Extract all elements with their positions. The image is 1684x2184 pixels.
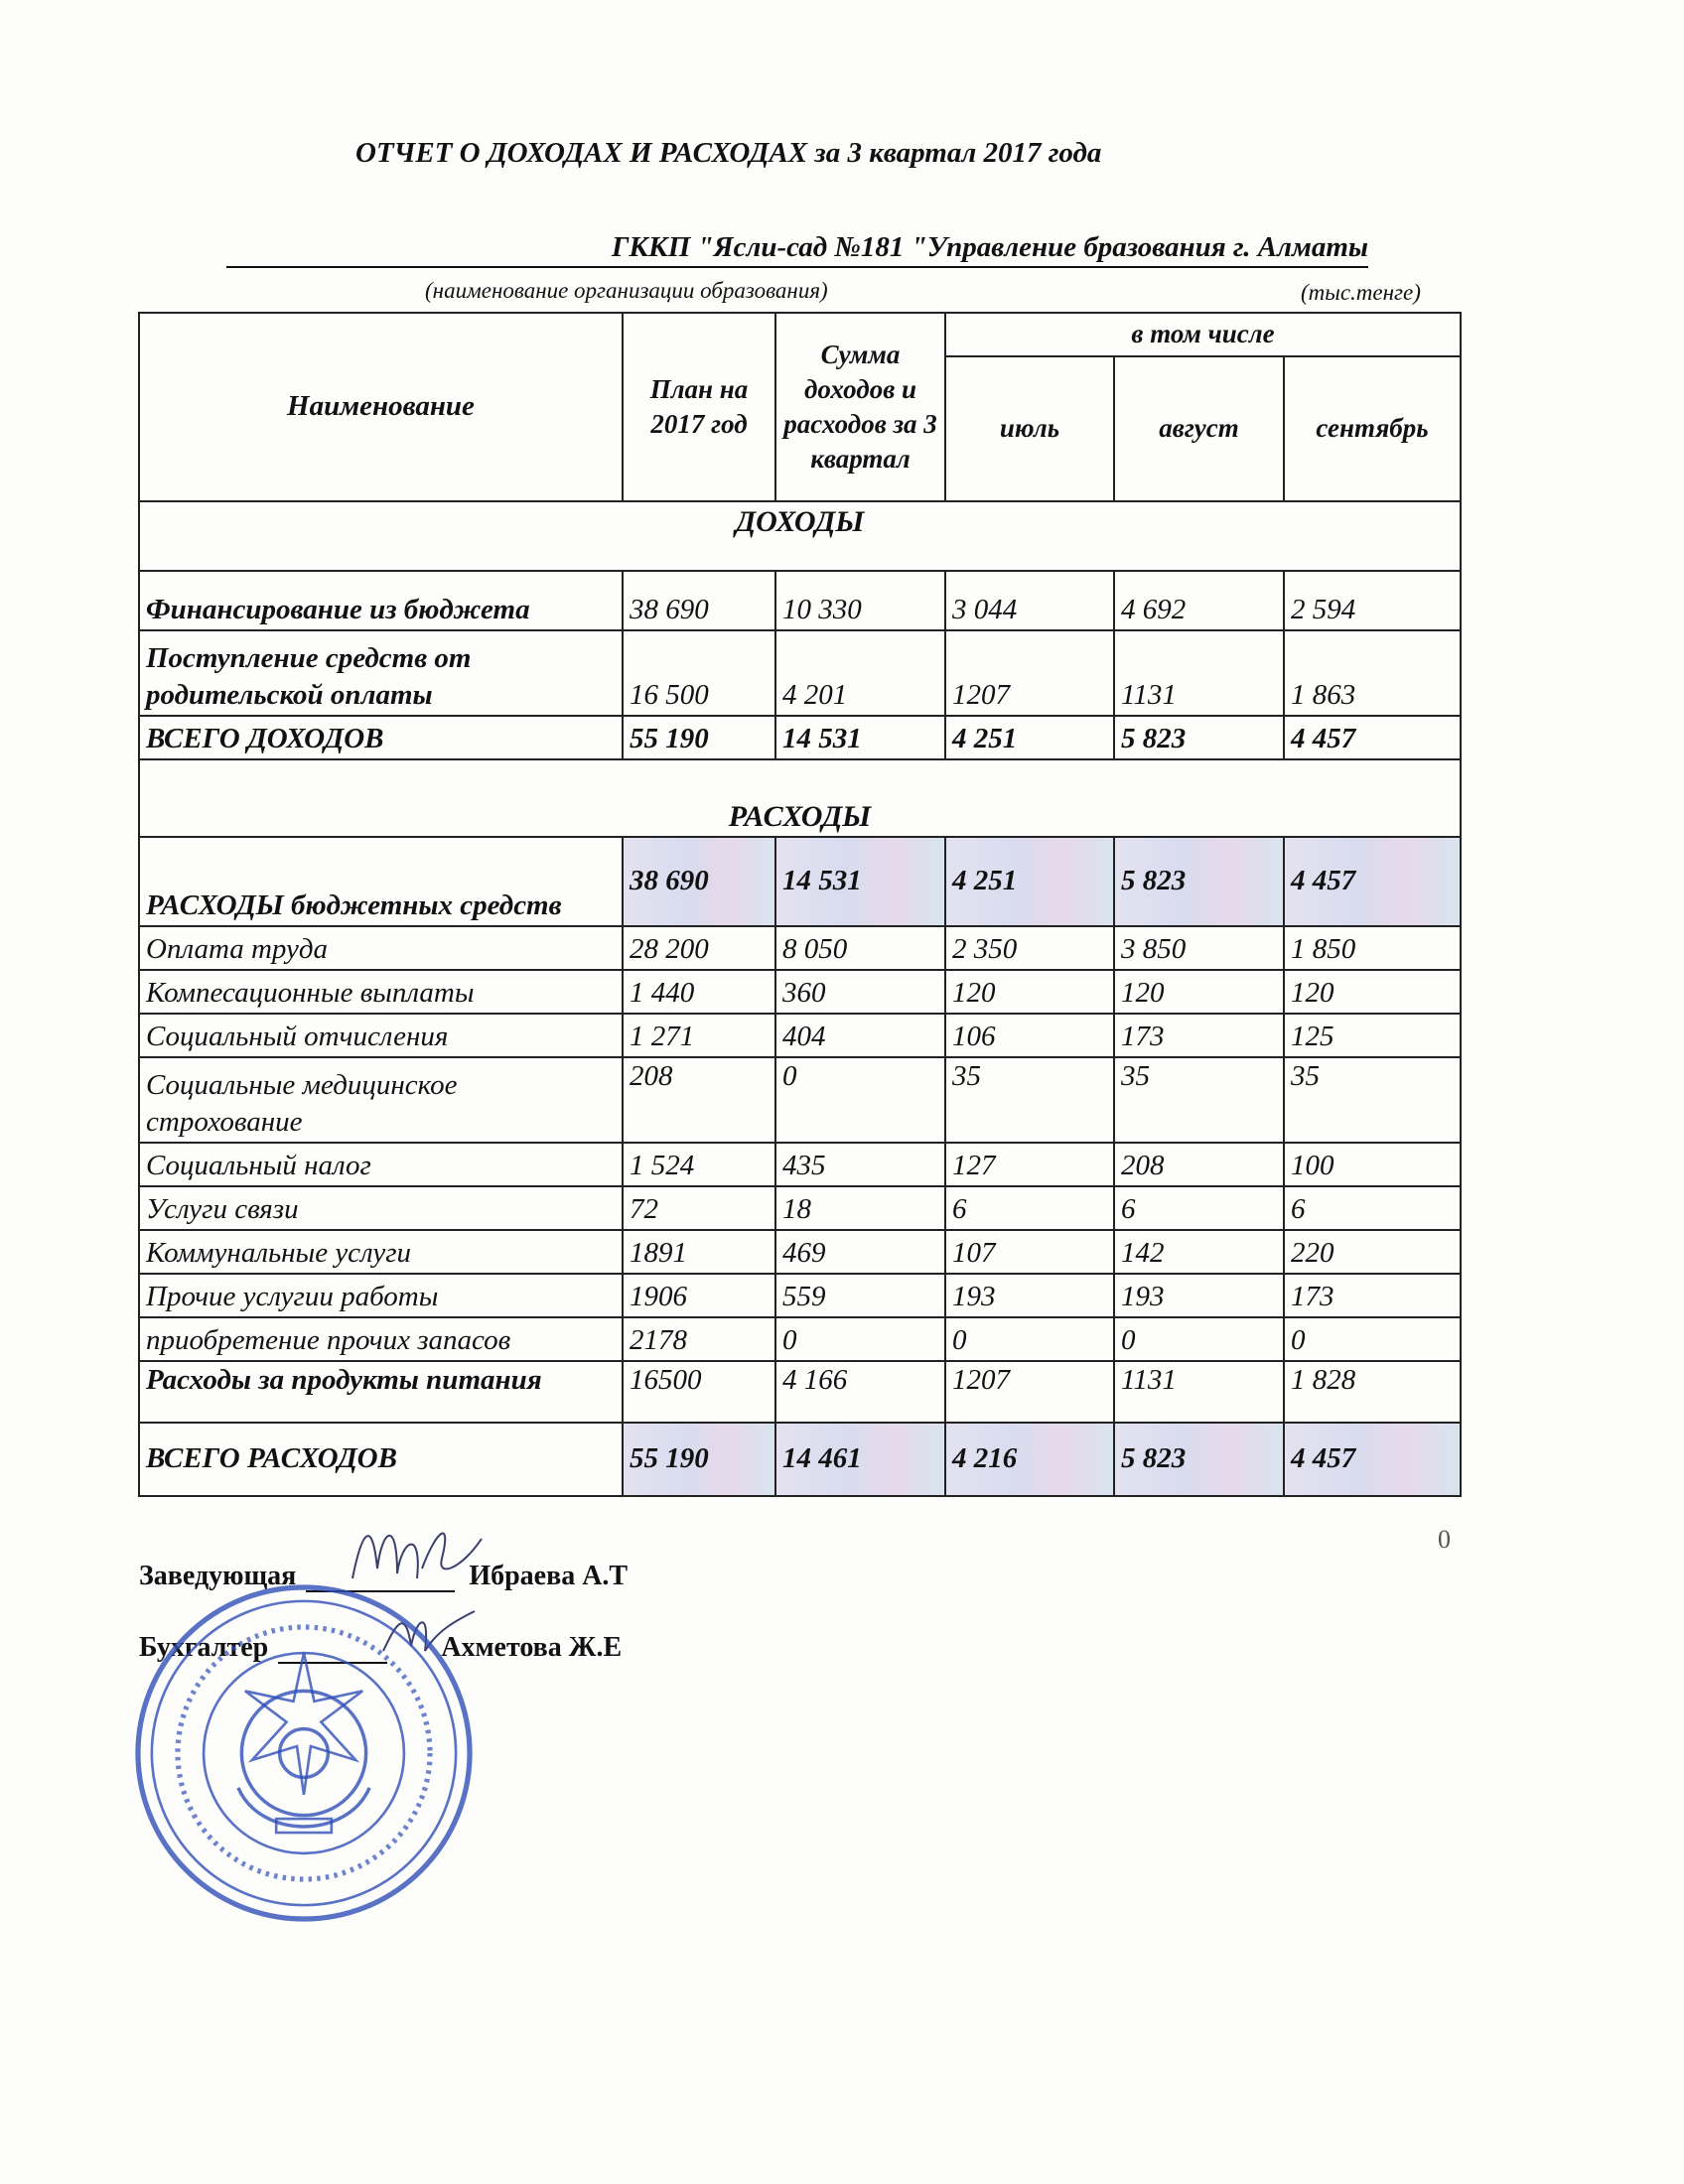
budget-expense-september: 4 457 — [1284, 837, 1461, 926]
expense-row-september: 173 — [1284, 1274, 1461, 1317]
food-expense-row — [139, 1361, 1461, 1423]
expense-row — [139, 1274, 1461, 1317]
income-section-row — [139, 501, 1461, 571]
food-expense-july: 1207 — [945, 1361, 1114, 1423]
margin-mark: 0 — [1438, 1525, 1451, 1554]
expense-row-plan: 1906 — [623, 1274, 775, 1317]
income-total-row — [139, 716, 1461, 759]
expense-row-name: Прочие услугии работы — [139, 1274, 623, 1317]
food-expense-september: 1 828 — [1284, 1361, 1461, 1423]
income-row-sum: 4 201 — [775, 630, 945, 716]
organization-name: ГККП "Ясли-сад №181 "Управление бразования г. Алматы — [611, 231, 1368, 263]
income-row-plan: 16 500 — [623, 630, 775, 716]
budget-expense-name: РАСХОДЫ бюджетных средств — [139, 837, 623, 926]
expense-row-name: Коммунальные услуги — [139, 1230, 623, 1274]
expense-row-name: Компесационные выплаты — [139, 970, 623, 1014]
income-row-name: Финансирование из бюджета — [139, 571, 623, 630]
expense-row-plan: 28 200 — [623, 926, 775, 970]
food-expense-august: 1131 — [1114, 1361, 1284, 1423]
expense-row-august: 208 — [1114, 1143, 1284, 1186]
expense-row — [139, 1230, 1461, 1274]
expense-row-august: 35 — [1114, 1057, 1284, 1143]
expense-row-july: 0 — [945, 1317, 1114, 1361]
accountant-name: Ахметова Ж.Е — [441, 1632, 623, 1663]
expense-row-september: 6 — [1284, 1186, 1461, 1230]
expense-row-sum: 360 — [775, 970, 945, 1014]
expense-row-september: 120 — [1284, 970, 1461, 1014]
expense-row-september: 1 850 — [1284, 926, 1461, 970]
income-row — [139, 630, 1461, 716]
expense-row-name: Услуги связи — [139, 1186, 623, 1230]
budget-expense-row — [139, 837, 1461, 926]
expense-row-plan: 1 440 — [623, 970, 775, 1014]
expense-row-july: 6 — [945, 1186, 1114, 1230]
income-total-september: 4 457 — [1284, 716, 1461, 759]
expense-row-name: Социальный налог — [139, 1143, 623, 1186]
food-expense-name: Расходы за продукты питания — [139, 1361, 623, 1423]
expense-row-sum: 404 — [775, 1014, 945, 1057]
report-table — [138, 312, 1462, 1497]
expense-row-plan: 2178 — [623, 1317, 775, 1361]
expense-row-name: Социальный отчисления — [139, 1014, 623, 1057]
budget-expense-july: 4 251 — [945, 837, 1114, 926]
expense-total-name: ВСЕГО РАСХОДОВ — [139, 1423, 623, 1496]
header-july: июль — [945, 356, 1114, 501]
income-total-august: 5 823 — [1114, 716, 1284, 759]
food-expense-sum: 4 166 — [775, 1361, 945, 1423]
budget-expense-sum: 14 531 — [775, 837, 945, 926]
expense-total-sum: 14 461 — [775, 1423, 945, 1496]
expense-row-plan: 72 — [623, 1186, 775, 1230]
header-august: август — [1114, 356, 1284, 501]
header-plan — [623, 313, 775, 501]
expense-row-september: 100 — [1284, 1143, 1461, 1186]
header-sum: Сумма доходов и расходов за 3 квартал — [775, 313, 945, 501]
expense-row-name: приобретение прочих запасов — [139, 1317, 623, 1361]
income-row-july: 3 044 — [945, 571, 1114, 630]
expense-row-july: 120 — [945, 970, 1114, 1014]
expense-row — [139, 1057, 1461, 1143]
expense-row-july: 193 — [945, 1274, 1114, 1317]
income-total-name: ВСЕГО ДОХОДОВ — [139, 716, 623, 759]
expense-row — [139, 1186, 1461, 1230]
income-total-july: 4 251 — [945, 716, 1114, 759]
header-including: в том числе — [945, 313, 1461, 356]
organization-caption: (наименование организации образования) — [425, 278, 828, 303]
expense-total-row — [139, 1423, 1461, 1496]
expense-row-september: 125 — [1284, 1014, 1461, 1057]
food-expense-plan: 16500 — [623, 1361, 775, 1423]
expense-row-july: 35 — [945, 1057, 1114, 1143]
expense-total-september: 4 457 — [1284, 1423, 1461, 1496]
income-row-august: 4 692 — [1114, 571, 1284, 630]
expense-row-july: 2 350 — [945, 926, 1114, 970]
header-name: Наименование — [139, 313, 623, 501]
expense-row-name: Социальные медицинское строхование — [139, 1057, 623, 1143]
expense-section-row — [139, 759, 1461, 837]
expense-total-august: 5 823 — [1114, 1423, 1284, 1496]
expense-row-sum: 0 — [775, 1057, 945, 1143]
income-row-july: 1207 — [945, 630, 1114, 716]
expense-row-sum: 0 — [775, 1317, 945, 1361]
header-row-1 — [139, 313, 1461, 356]
expense-row — [139, 926, 1461, 970]
expense-total-july: 4 216 — [945, 1423, 1114, 1496]
expense-row — [139, 1014, 1461, 1057]
units-label: (тыс.тенге) — [1301, 280, 1421, 305]
expense-row — [139, 970, 1461, 1014]
income-row-sum: 10 330 — [775, 571, 945, 630]
expense-row-plan: 1 524 — [623, 1143, 775, 1186]
expense-row-july: 106 — [945, 1014, 1114, 1057]
income-section-label: ДОХОДЫ — [139, 501, 1461, 571]
expense-row-plan: 208 — [623, 1057, 775, 1143]
header-september: сентябрь — [1284, 356, 1461, 501]
accountant-label: Бухгалтер — [139, 1632, 269, 1663]
expense-row-sum: 469 — [775, 1230, 945, 1274]
income-total-sum: 14 531 — [775, 716, 945, 759]
income-row-september: 1 863 — [1284, 630, 1461, 716]
expense-row-august: 0 — [1114, 1317, 1284, 1361]
expense-row-sum: 435 — [775, 1143, 945, 1186]
expense-row-july: 107 — [945, 1230, 1114, 1274]
expense-total-plan: 55 190 — [623, 1423, 775, 1496]
expense-row-sum: 8 050 — [775, 926, 945, 970]
expense-section-label: РАСХОДЫ — [139, 759, 1461, 837]
expense-row-august: 193 — [1114, 1274, 1284, 1317]
budget-expense-plan: 38 690 — [623, 837, 775, 926]
expense-row-september: 220 — [1284, 1230, 1461, 1274]
expense-row-july: 127 — [945, 1143, 1114, 1186]
expense-row-august: 3 850 — [1114, 926, 1284, 970]
expense-row-sum: 559 — [775, 1274, 945, 1317]
budget-expense-august: 5 823 — [1114, 837, 1284, 926]
expense-row-plan: 1891 — [623, 1230, 775, 1274]
expense-row-august: 142 — [1114, 1230, 1284, 1274]
expense-row — [139, 1317, 1461, 1361]
expense-row-august: 120 — [1114, 970, 1284, 1014]
organization-line — [226, 228, 1368, 268]
report-title: ОТЧЕТ О ДОХОДАХ И РАСХОДАХ за 3 квартал 2017 года — [355, 137, 1102, 169]
expense-row-plan: 1 271 — [623, 1014, 775, 1057]
income-total-plan: 55 190 — [623, 716, 775, 759]
income-row-plan: 38 690 — [623, 571, 775, 630]
expense-row-name: Оплата труда — [139, 926, 623, 970]
expense-row — [139, 1143, 1461, 1186]
head-label: Заведующая — [139, 1561, 297, 1591]
expense-row-september: 0 — [1284, 1317, 1461, 1361]
expense-row-august: 6 — [1114, 1186, 1284, 1230]
income-row — [139, 571, 1461, 630]
income-row-september: 2 594 — [1284, 571, 1461, 630]
header-plan-label: План на 2017 год — [649, 373, 749, 439]
expense-row-august: 173 — [1114, 1014, 1284, 1057]
income-row-august: 1131 — [1114, 630, 1284, 716]
head-name: Ибраева А.Т — [469, 1561, 629, 1591]
income-row-name: Поступление средств от родительской оплаты — [139, 630, 623, 716]
expense-row-september: 35 — [1284, 1057, 1461, 1143]
official-stamp — [131, 1580, 477, 1926]
expense-row-sum: 18 — [775, 1186, 945, 1230]
